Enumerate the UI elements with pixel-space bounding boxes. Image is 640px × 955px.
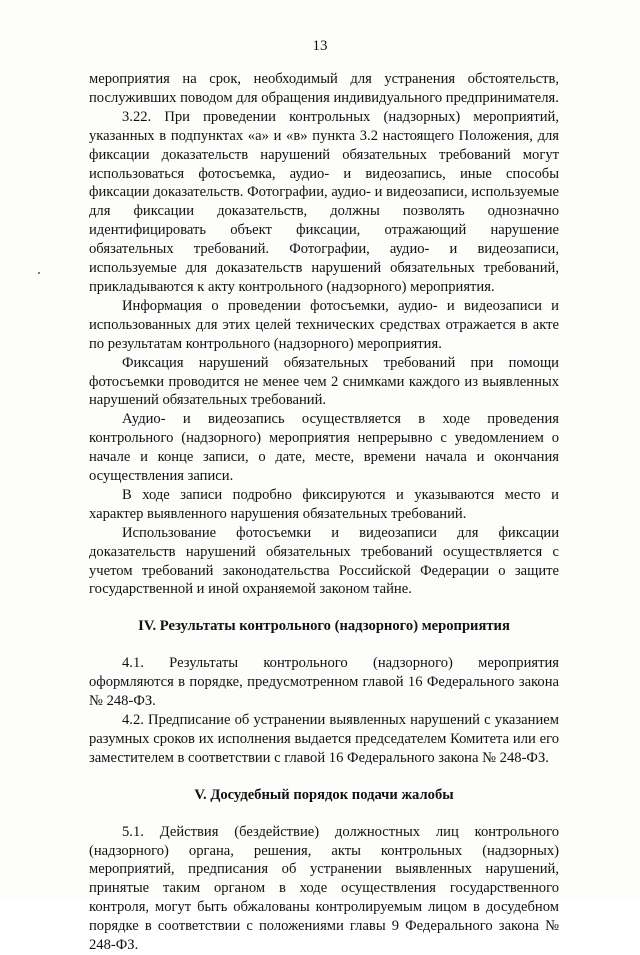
paragraph-4-2: 4.2. Предписание об устранении выявленных нарушений с указанием разумных сроков их исполнения выдается председателем Комитета или его заместителем в соответствии с главой 16 Федерального закона № 248-ФЗ. [89,712,559,766]
section-heading-v: V. Досудебный порядок подачи жалобы [194,786,454,803]
document-body [89,70,559,955]
scan-artifact [38,272,40,274]
page-number: 13 [312,38,328,54]
paragraph: Фиксация нарушений обязательных требований при помощи фотосъемки проводится не менее чем 2 снимками каждого из выявленных нарушений обязательных требований. [89,354,559,409]
paragraph-3-22: 3.22. При проведении контрольных (надзорных) мероприятий, указанных в подпунктах «а» и «в» пункта 3.2 настоящего Положения, для фиксации доказательств нарушений обязательных требований могут использоваться фотосъемка, аудио- и видеозапись, иные способы фиксации доказательств. Фотографии, аудио- и видеозаписи, используемые для фиксации доказательств, должны позволять однозначно идентифицировать объект фиксации, отражающий нарушение обязательных требований. Фотографии, аудио- и видеозаписи, используемые для доказательств нарушений обязательных требований, прикладываются к акту контрольного (надзорного) мероприятия. [89,108,559,295]
paragraph-5-1: 5.1. Действия (бездействие) должностных лиц контрольного (надзорного) органа, решения, акты контрольных (надзорных) мероприятий, предписания об устранении выявленных нарушений, принятые таким органом в ходе осуществления государственного контроля, могут быть обжалованы контролируемым лицом в досудебном порядке в соответствии с положениями главы 9 Федерального закона № 248-ФЗ. [89,823,559,954]
paragraph: В ходе записи подробно фиксируются и указываются место и характер выявленного нарушения обязательных требований. [89,486,559,522]
paragraph-4-1: 4.1. Результаты контрольного (надзорного) мероприятия оформляются в порядке, предусмотренном главой 16 Федерального закона № 248-ФЗ. [89,655,559,710]
paragraph: Аудио- и видеозапись осуществляется в ходе проведения контрольного (надзорного) мероприятия непрерывно с уведомлением о начале и конце записи, о дате, месте, времени начала и окончания осуществления записи. [89,411,559,485]
paragraph: Использование фотосъемки и видеозаписи для фиксации доказательств нарушений обязательных требований осуществляется с учетом требований законодательства Российской Федерации о защите государственной и иной охраняемой законом тайне. [89,524,559,598]
paragraph: Информация о проведении фотосъемки, аудио- и видеозаписи и использованных для этих целей технических средствах отражается в акте по результатам контрольного (надзорного) мероприятия. [89,297,559,352]
paragraph: мероприятия на срок, необходимый для устранения обстоятельств, послуживших поводом для обращения индивидуального предпринимателя. [89,71,559,106]
section-heading-iv: IV. Результаты контрольного (надзорного) мероприятия [138,618,510,635]
